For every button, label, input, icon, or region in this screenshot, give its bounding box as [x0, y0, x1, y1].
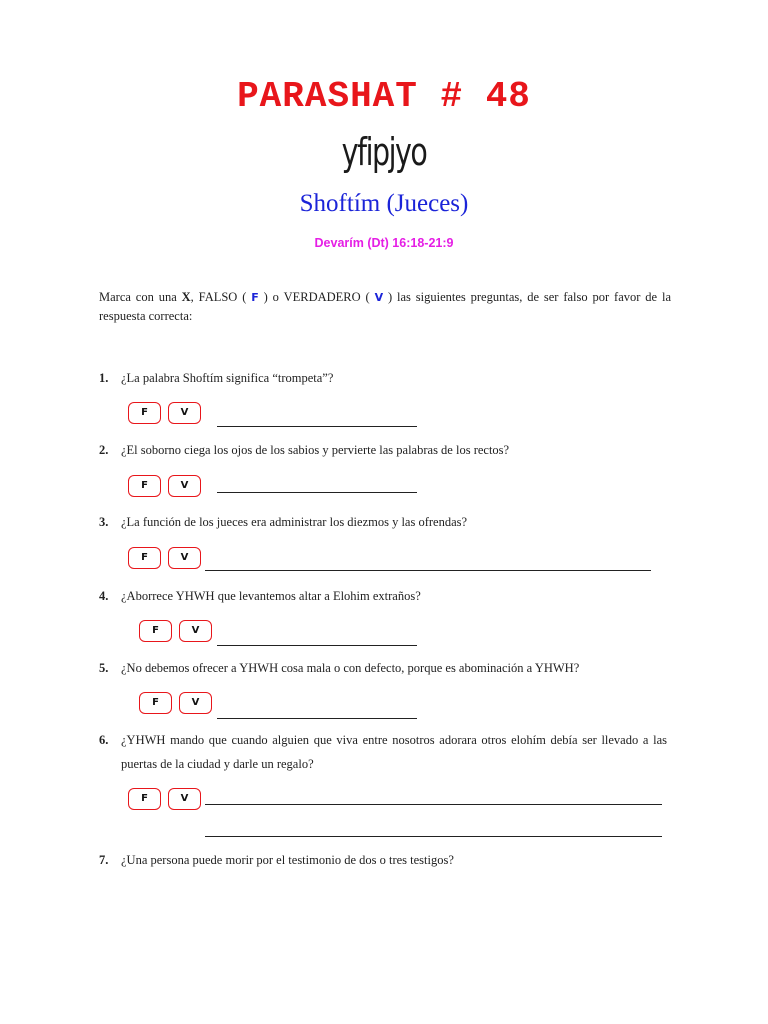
instructions-x: X — [181, 290, 191, 304]
page-subtitle: Shoftím (Jueces) — [299, 190, 469, 217]
question-7 — [99, 848, 454, 872]
false-option-4[interactable]: F — [139, 620, 172, 642]
true-option-4[interactable]: V — [179, 620, 212, 642]
question-number: 7. — [99, 853, 109, 867]
question-number: 4. — [99, 589, 109, 603]
question-number: 3. — [99, 515, 109, 529]
question-number: 5. — [99, 661, 109, 675]
question-text: ¿La función de los jueces era administrar los diezmos y las ofrendas? — [121, 515, 468, 529]
false-option-3[interactable]: F — [128, 547, 161, 569]
instructions-text: ) o VERDADERO ( — [263, 290, 370, 304]
question-number: 2. — [99, 443, 109, 457]
question-number: 1. — [99, 371, 109, 385]
question-text: ¿Una persona puede morir por el testimonio de dos o tres testigos? — [121, 853, 454, 867]
true-option-2[interactable]: V — [168, 475, 201, 497]
question-1 — [99, 366, 333, 390]
answer-line-4[interactable] — [217, 645, 417, 646]
answer-line-2[interactable] — [217, 492, 417, 493]
true-option-1[interactable]: V — [168, 402, 201, 424]
question-5 — [99, 656, 579, 680]
false-option-5[interactable]: F — [139, 692, 172, 714]
true-mark-sample: V — [374, 291, 384, 304]
instructions — [99, 288, 671, 325]
answer-line-1[interactable] — [217, 426, 417, 427]
question-4 — [99, 584, 421, 608]
true-option-6[interactable]: V — [168, 788, 201, 810]
question-text: ¿No debemos ofrecer a YHWH cosa mala o con defecto, porque es abominación a YHWH? — [121, 661, 580, 675]
page-title: PARASHAT # 48 — [237, 76, 531, 117]
instructions-text: , FALSO ( — [190, 290, 247, 304]
false-option-6[interactable]: F — [128, 788, 161, 810]
scripture-reference: Devarím (Dt) 16:18-21:9 — [314, 236, 454, 250]
question-2 — [99, 438, 509, 462]
question-text: ¿Aborrece YHWH que levantemos altar a Elohim extraños? — [121, 589, 421, 603]
question-6 — [99, 728, 671, 776]
answer-line-6b[interactable] — [205, 836, 662, 837]
answer-line-5[interactable] — [217, 718, 417, 719]
true-option-5[interactable]: V — [179, 692, 212, 714]
false-option-1[interactable]: F — [128, 402, 161, 424]
question-text: ¿La palabra Shoftím significa “trompeta”? — [121, 371, 334, 385]
false-mark-sample: F — [251, 291, 259, 304]
question-text: ¿YHWH mando que cuando alguien que viva entre nosotros adorara otros elohím debía ser llevado a las puertas de la ciudad y darle un regalo? — [121, 733, 667, 771]
true-option-3[interactable]: V — [168, 547, 201, 569]
answer-line-3[interactable] — [205, 570, 651, 571]
question-3 — [99, 510, 467, 534]
answer-line-6a[interactable] — [205, 804, 662, 805]
false-option-2[interactable]: F — [128, 475, 161, 497]
question-number: 6. — [99, 733, 109, 747]
instructions-text: ) las siguientes preguntas, de ser falso por favor de la respuesta correcta: — [99, 290, 671, 323]
instructions-text: Marca con una — [99, 290, 182, 304]
hebrew-title: yfipjyo — [341, 130, 427, 174]
question-text: ¿El soborno ciega los ojos de los sabios y pervierte las palabras de los rectos? — [121, 443, 510, 457]
